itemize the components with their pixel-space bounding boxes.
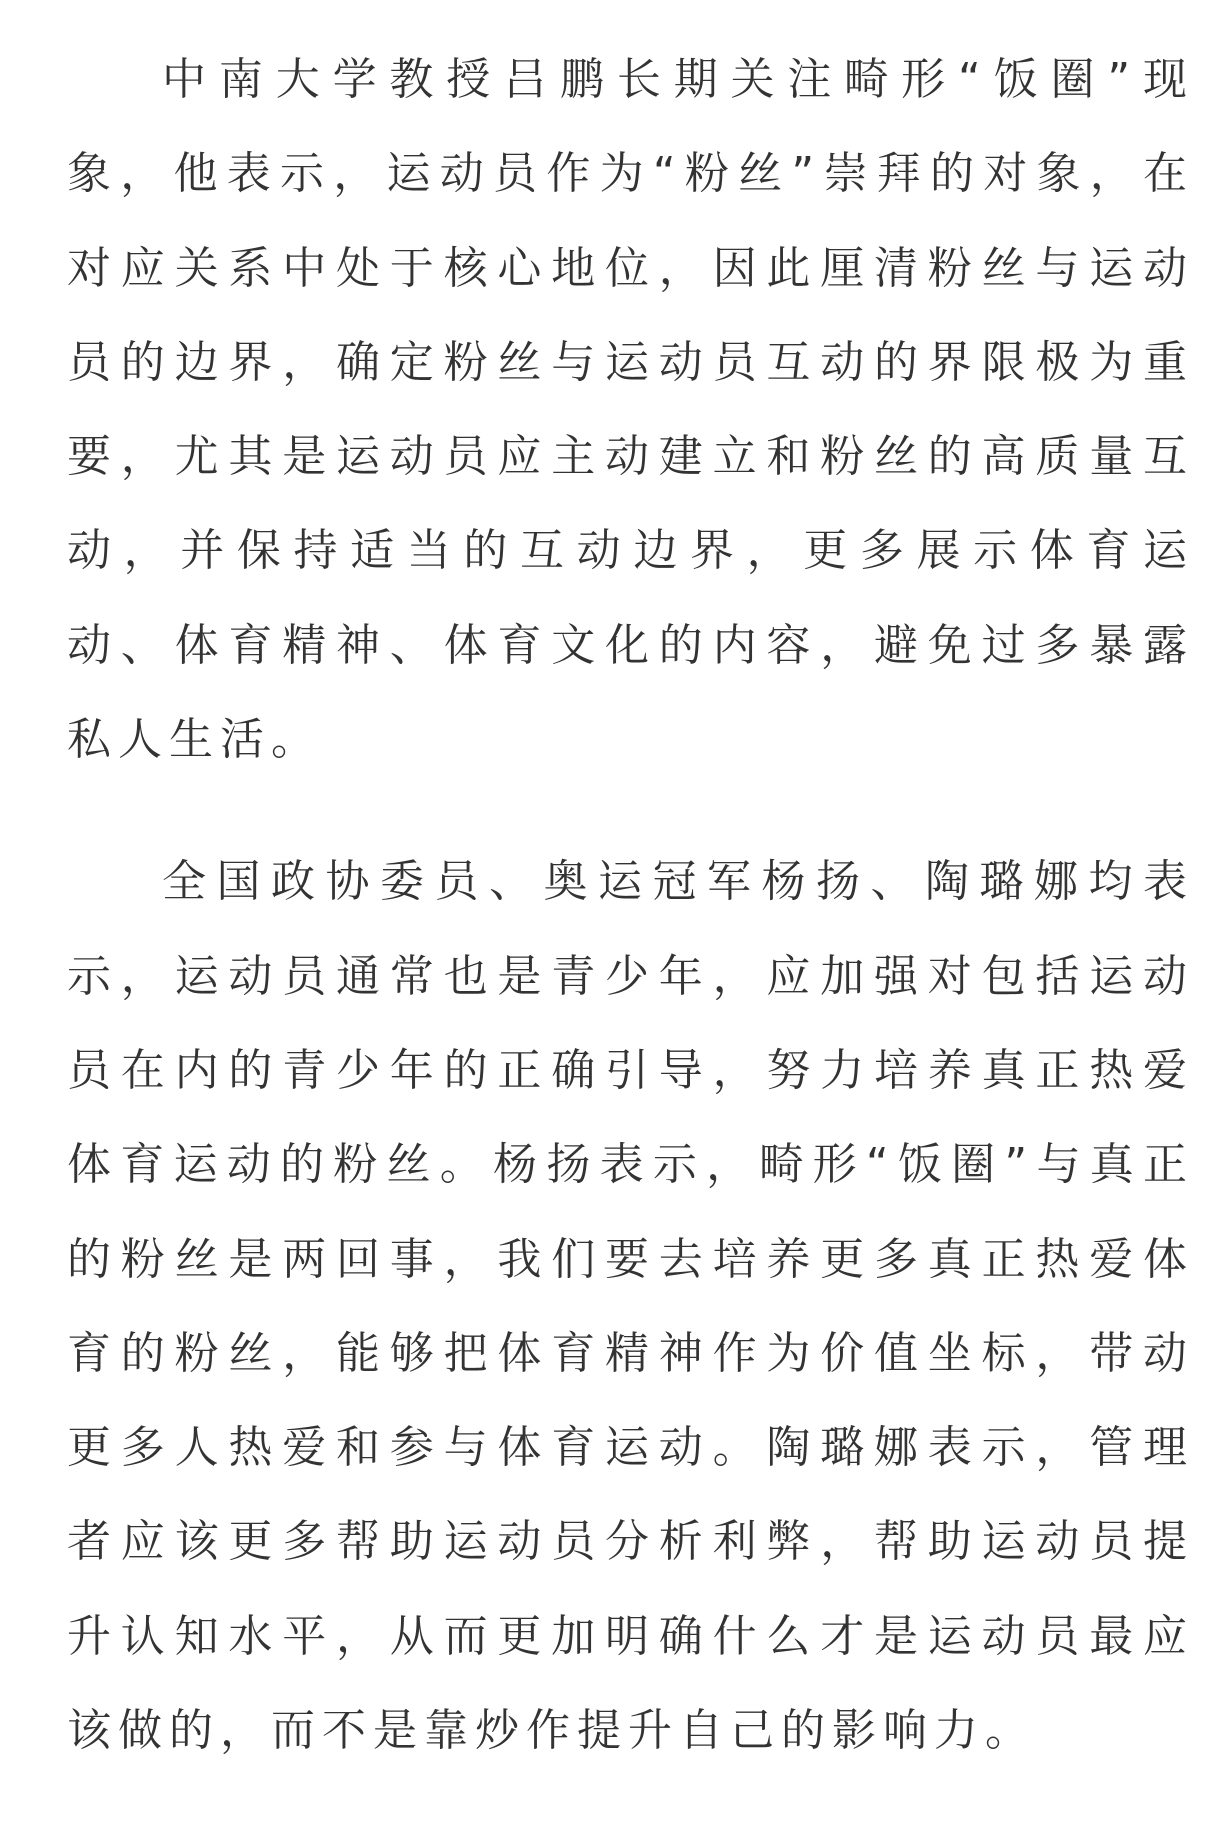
text-line: 更多人热爱和参与体育运动。陶璐娜表示，管理 [67,1422,1194,1474]
text-line: 象，他表示，运动员作为“粉丝”崇拜的对象，在 [67,148,1194,200]
text-line: 中南大学教授吕鹏长期关注畸形“饭圈”现 [162,54,1194,105]
text-line: 升认知水平，从而更加明确什么才是运动员最应 [67,1610,1194,1662]
text-line: 育的粉丝，能够把体育精神作为价值坐标，带动 [67,1327,1194,1379]
text-line: 员的边界，确定粉丝与运动员互动的界限极为重 [67,336,1194,388]
paragraph-2 [67,835,1194,1778]
text-line: 体育运动的粉丝。杨扬表示，畸形“饭圈”与真正 [67,1139,1194,1191]
text-line: 示，运动员通常也是青少年，应加强对包括运动 [67,950,1194,1002]
text-line: 员在内的青少年的正确引导，努力培养真正热爱 [67,1044,1194,1096]
text-line: 的粉丝是两回事，我们要去培养更多真正热爱体 [67,1233,1194,1285]
text-line: 动、体育精神、体育文化的内容，避免过多暴露 [67,619,1194,671]
text-line: 私人生活。 [67,714,322,766]
text-line: 对应关系中处于核心地位，因此厘清粉丝与运动 [67,242,1194,294]
text-line: 者应该更多帮助运动员分析利弊，帮助运动员提 [67,1516,1194,1568]
text-line: 该做的，而不是靠炒作提升自己的影响力。 [67,1705,1036,1757]
article-body [67,33,1194,1778]
text-line: 要，尤其是运动员应主动建立和粉丝的高质量互 [67,431,1194,483]
paragraph-1 [67,33,1194,787]
text-line: 动，并保持适当的互动边界，更多展示体育运 [67,525,1194,577]
text-line: 全国政协委员、奥运冠军杨扬、陶璐娜均表 [162,856,1194,908]
